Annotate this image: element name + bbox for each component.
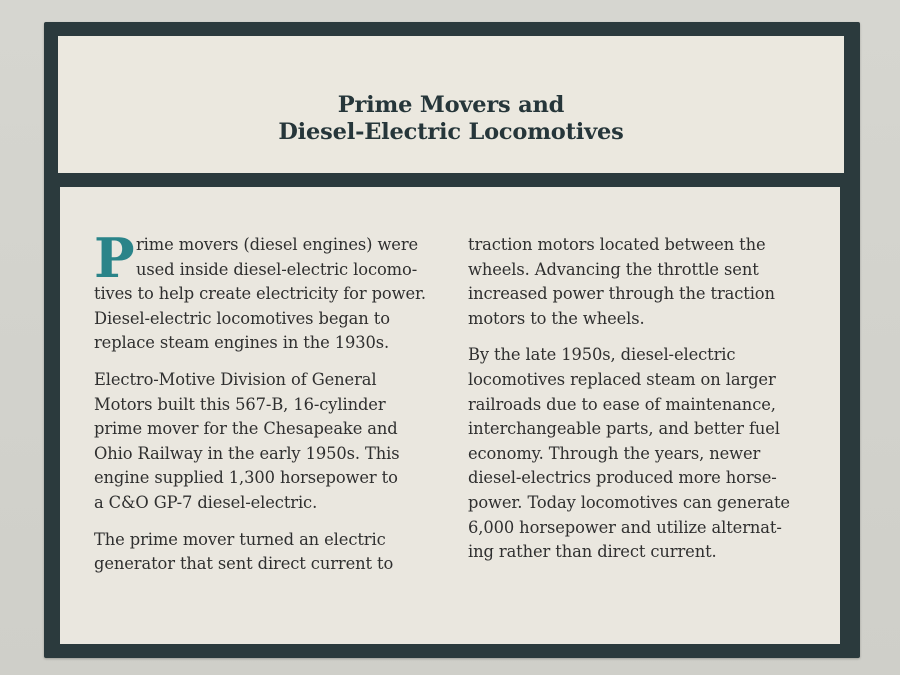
text-line: Motors built this 567-B, 16-cylinder <box>94 394 386 414</box>
text-line: power. Today locomotives can generate <box>468 492 790 512</box>
text-line: ing rather than direct current. <box>468 542 717 562</box>
left-paragraph-2 <box>94 368 424 516</box>
text-line: locomotives replaced steam on larger <box>468 369 776 389</box>
text-line: engine supplied 1,300 horsepower to <box>94 468 398 488</box>
drop-cap-letter: P <box>94 226 135 290</box>
text-line: diesel-electrics produced more horse- <box>468 468 777 488</box>
right-paragraph-2 <box>468 343 814 564</box>
sign-title-line-2: Diesel-Electric Locomotives <box>278 119 624 145</box>
sign-header-panel <box>58 36 844 173</box>
text-line: Diesel-electric locomotives began to <box>94 308 390 328</box>
text-line: tives to help create electricity for power. <box>94 284 426 304</box>
text-line: Electro-Motive Division of General <box>94 369 377 389</box>
left-paragraph-3 <box>94 528 424 577</box>
text-line: 6,000 horsepower and utilize alternat- <box>468 517 782 537</box>
text-line: wheels. Advancing the throttle sent <box>468 259 759 279</box>
sign-title-line-1: Prime Movers and <box>337 92 565 118</box>
text-line: The prime mover turned an electric <box>94 529 386 549</box>
text-line: prime mover for the Chesapeake and <box>94 419 398 439</box>
text-line: railroads due to ease of maintenance, <box>468 394 776 414</box>
sign-title <box>58 92 844 146</box>
text-line: interchangeable parts, and better fuel <box>468 419 780 439</box>
text-line: generator that sent direct current to <box>94 554 394 574</box>
left-column <box>94 226 426 577</box>
text-line: rime movers (diesel engines) were <box>136 235 419 254</box>
text-line: Ohio Railway in the early 1950s. This <box>94 443 400 463</box>
text-line: a C&O GP-7 diesel-electric. <box>94 492 318 512</box>
text-line: traction motors located between the <box>468 235 766 254</box>
text-line: used inside diesel-electric locomo- <box>136 259 418 279</box>
sign-body-panel <box>60 187 840 644</box>
left-paragraph-1 <box>94 226 426 356</box>
text-line: economy. Through the years, newer <box>468 443 761 463</box>
exhibit-sign <box>44 22 860 658</box>
right-paragraph-1 <box>468 233 814 331</box>
text-line: motors to the wheels. <box>468 308 645 328</box>
text-line: By the late 1950s, diesel-electric <box>468 345 736 365</box>
text-line: increased power through the traction <box>468 284 775 304</box>
right-column <box>468 233 814 565</box>
text-line: replace steam engines in the 1930s. <box>94 333 390 353</box>
